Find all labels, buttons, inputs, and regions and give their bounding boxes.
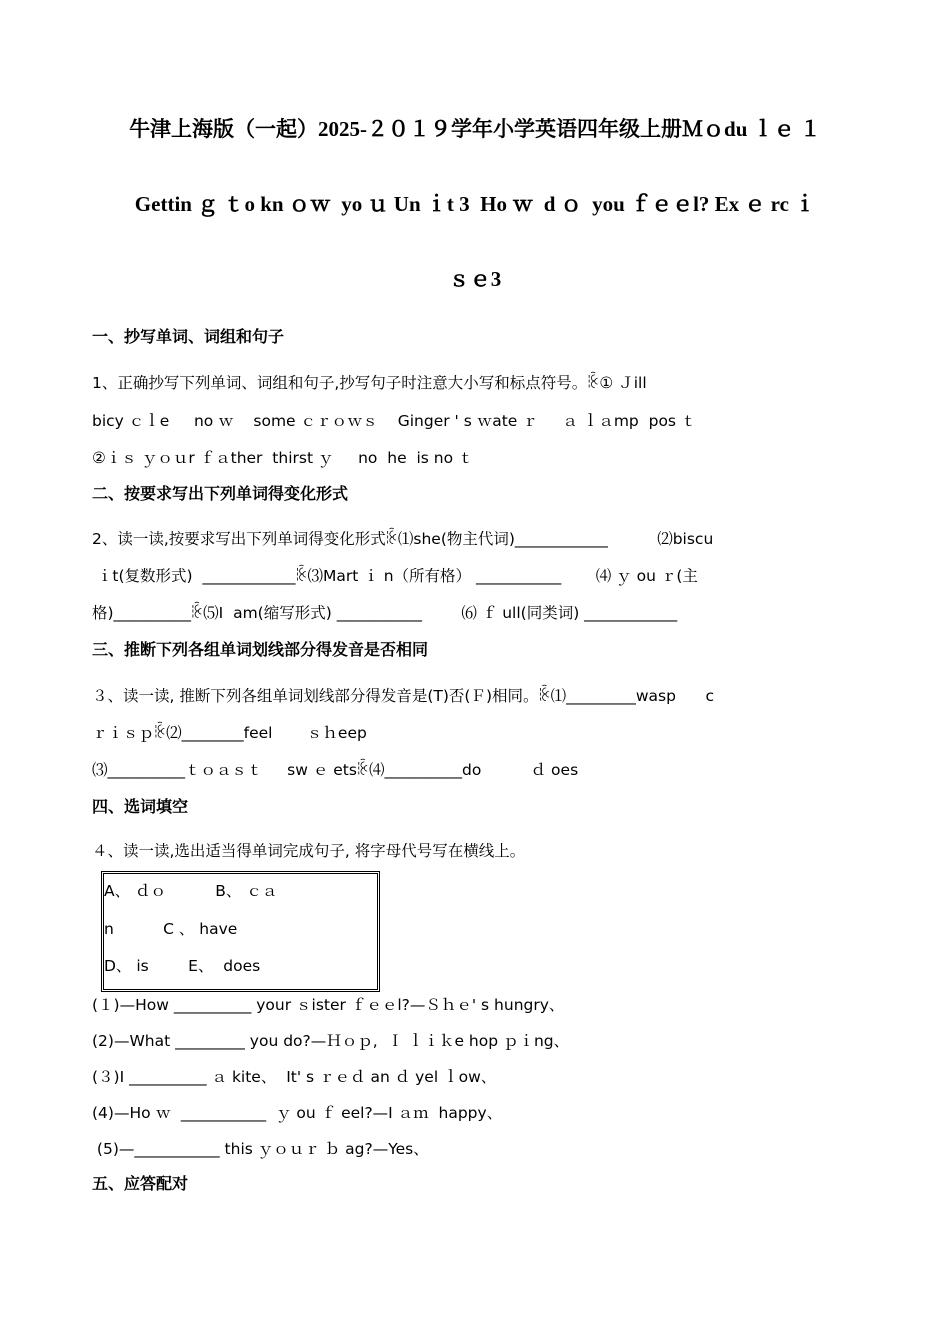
section-heading-4: 四、选词填空 — [92, 797, 189, 816]
document-title-line-3: ｓｅ3 — [448, 267, 502, 291]
question-4-item-5: (5)—___________ this ｙｏｕｒ ｂ ag?—Yes、 — [92, 1140, 429, 1158]
word-choice-line-3: D、 is E、 does — [104, 957, 261, 975]
question-1-line-1: 1、正确抄写下列单词、词组和句子,抄写句子时注意大小写和标点符号。ꊬ① Ｊill — [92, 374, 647, 392]
section-heading-1: 一、抄写单词、词组和句子 — [92, 327, 285, 346]
question-3-line-2: ｒｉｓｐꊬ⑵________feel ｓｈeep — [92, 724, 367, 742]
question-1-line-2: bicy ｃｌe no ｗ some ｃｒｏｗｓ Ginger ' s ｗate ｒ ａ ｌａmp pos ｔ — [92, 412, 697, 430]
question-2-line-1: 2、读一读,按要求写出下列单词得变化形式ꊬ⑴she(物主代词)____________ ⑵biscu — [92, 530, 714, 548]
section-heading-2: 二、按要求写出下列单词得变化形式 — [92, 484, 349, 503]
question-1-line-3: ②ｉｓ ｙｏｕr ｆａther thirst ｙ no he is no ｔ — [92, 449, 474, 467]
section-heading-3: 三、推断下列各组单词划线部分得发音是否相同 — [92, 640, 429, 659]
document-title-line-1: 牛津上海版（一起）2025-２０１９学年小学英语四年级上册Ｍｏdu ｌｅ １ — [129, 117, 821, 141]
question-4-item-3: (３)I __________ ａ kite、 It' s ｒｅｄ an ｄ yel ｌow、 — [92, 1068, 497, 1086]
question-4-instruction: ４、读一读,选出适当得单词完成句子, 将字母代号写在横线上。 — [92, 842, 526, 860]
word-choice-line-2: n C 、 have — [104, 920, 238, 938]
word-choice-line-1: A、 ｄｏ B、 ｃａ — [104, 882, 278, 900]
question-4-item-4: (4)—Ho ｗ ___________ ｙ ou ｆ eel?—I ａｍ happy、 — [92, 1104, 503, 1122]
question-2-line-3: 格)__________ꊬ⑸I am(缩写形式) ___________ ⑹ ｆ ull(同类词) ____________ — [92, 604, 678, 622]
question-2-line-2: ｉt(复数形式) ____________ꊬ⑶Mart ｉ n（所有格） ___________ ⑷ ｙ ou ｒ(主 — [92, 567, 698, 585]
question-4-item-2: (2)—What _________ you do?—Ｈｏｐ, Ｉ ｌｉｋe hop ｐｉng、 — [92, 1032, 570, 1050]
question-3-line-3: ⑶__________ｔｏａｓｔ sw ｅ etsꊬ⑷__________do ｄ oes — [92, 761, 579, 779]
document-title-line-2: Gettin ｇ ｔo kn ｏｗ yo ｕ Un ｉt 3 Ho ｗ d ｏ you ｆｅｅl? Ex ｅ rc ｉ — [134, 192, 816, 216]
section-heading-5: 五、应答配对 — [92, 1174, 189, 1193]
question-4-item-1: (１)—How __________ your ｓister ｆｅｅl?—Ｓｈｅ' s hungry、 — [92, 996, 565, 1014]
question-3-line-1: ３、读一读, 推断下列各组单词划线部分得发音是(T)否(Ｆ)相同。ꊬ⑴_________wasp c — [92, 687, 715, 705]
